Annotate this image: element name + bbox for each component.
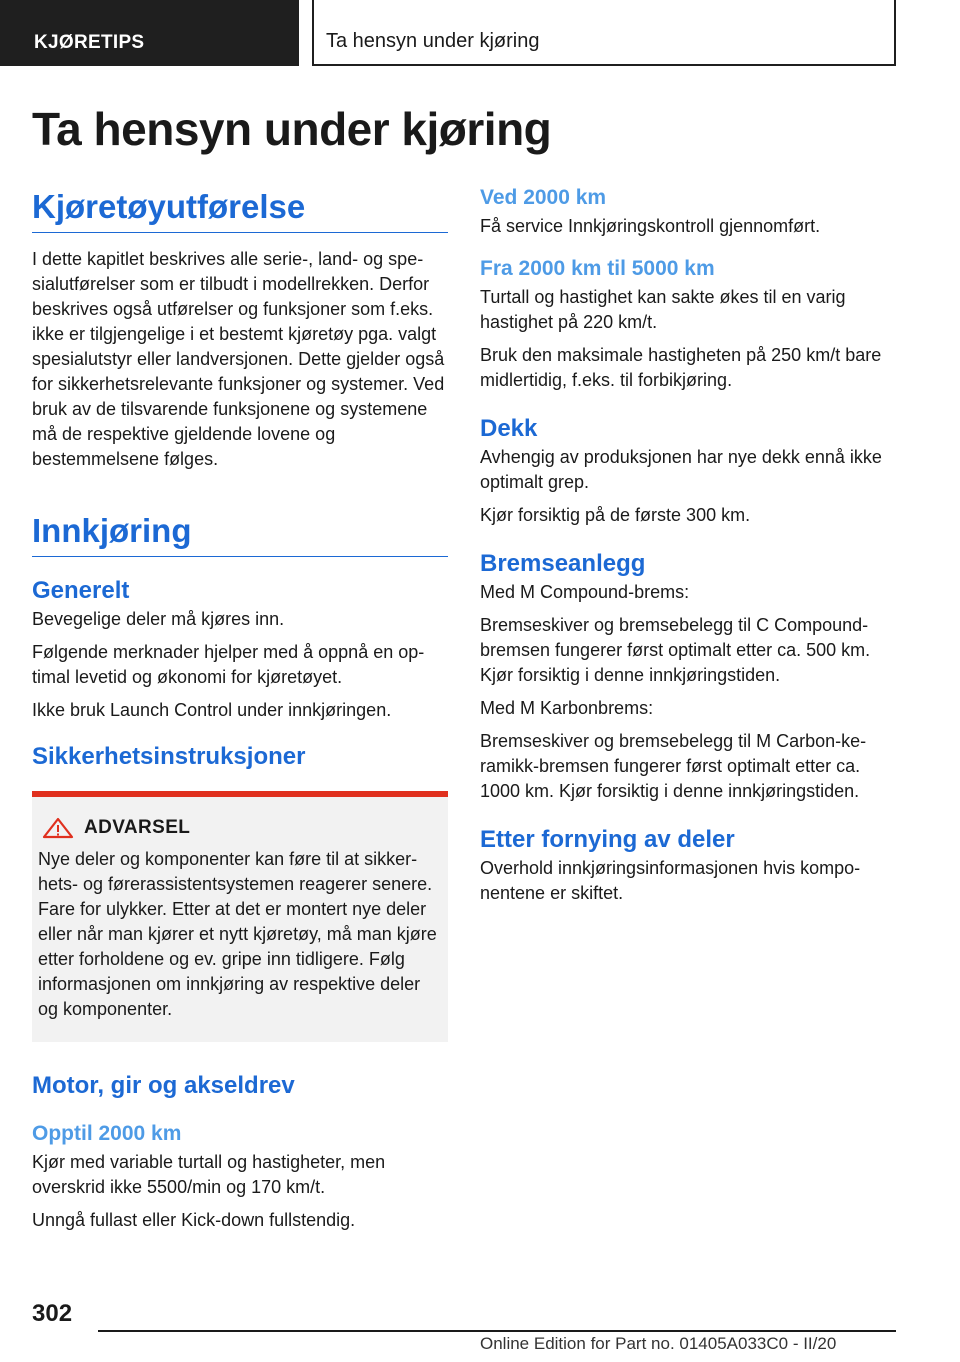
vehicle-heading: Kjøretøyutførelse: [32, 188, 448, 233]
warning-text: Nye deler og komponenter kan føre til at sikkerhets- og førerassistentsystemen reagerer senere. Fare for ulykker. Etter at det er montert nye deler eller når man kjører et nytt kjøretøy, må man kjøre etter forholdene og ev. gripe inn tidligere. Følg informasjonen om innkjøring av respektive deler og komponenter.: [38, 849, 437, 1019]
brakes-heading: Bremseanlegg: [480, 550, 646, 577]
vehicle-text: I dette kapitlet beskrives alle serie-, land- og spesialutførelser som er tilbudt i modellrekken. Derfor beskrives også utførelser og funksjoner som f.eks. ikke er tilgjengelige i et bestemt kjøretøy pga. valgt spesialutstyr eller landversjonen. Dette gjelder også for sikkerhetsrelevante funksjoner og systemer. Ved bruk av de tilsvarende funksjonene og systemene må de respektive gjeldende lovene og bestemmelsene følges.: [32, 249, 445, 469]
upto2000-p1: Kjør med variable turtall og hastigheter, men overskrid ikke 5500/min og 170 km/t.: [32, 1152, 386, 1197]
from2000-heading: Fra 2000 km til 5000 km: [480, 257, 715, 280]
footer-divider: [98, 1330, 896, 1332]
tires-p2: Kjør forsiktig på de første 300 km.: [480, 505, 751, 525]
upto2000-p2: Unngå fullast eller Kick-down fullstendig.: [32, 1210, 356, 1230]
warning-triangle-icon: [42, 817, 74, 839]
engine-heading: Motor, gir og akseldrev: [32, 1072, 295, 1099]
at2000-p1: Få service Innkjøringskontroll gjennomført.: [480, 216, 821, 236]
general-heading: Generelt: [32, 577, 130, 604]
right-column: [480, 186, 896, 914]
chapter-tab: KJØRETIPS: [0, 0, 299, 66]
page-topic-header: Ta hensyn under kjøring: [312, 0, 896, 66]
from2000-p1: Turtall og hastighet kan sakte økes til en varig hastighet på 220 km/t.: [480, 287, 846, 332]
parts-heading: Etter fornying av deler: [480, 826, 735, 853]
general-p2: Følgende merknader hjelper med å oppnå en optimal levetid og økonomi for kjøretøyet.: [32, 642, 425, 687]
general-p3: Ikke bruk Launch Control under innkjøringen.: [32, 700, 392, 720]
warning-box: [32, 791, 448, 1042]
at2000-heading: Ved 2000 km: [480, 186, 607, 209]
warning-header: [38, 817, 438, 839]
warning-label: ADVARSEL: [84, 817, 191, 838]
left-column: [32, 188, 448, 1241]
brakes-p2: Bremseskiver og bremsebelegg til C Compound-bremsen fungerer først optimalt etter ca. 500 km. Kjør forsiktig i denne innkjøringstiden.: [480, 615, 871, 685]
general-p1: Bevegelige deler må kjøres inn.: [32, 609, 285, 629]
brakes-p4: Bremseskiver og bremsebelegg til M Carbon-keramikk-bremsen fungerer først optimalt etter ca. 1000 km. Kjør forsiktig i denne innkjøringstiden.: [480, 731, 867, 801]
page-title: Ta hensyn under kjøring: [32, 103, 552, 155]
brakes-p1: Med M Compound-brems:: [480, 582, 690, 602]
footer-edition: Online Edition for Part no. 01405A033C0 - II/20: [480, 1334, 837, 1353]
brakes-p3: Med M Karbonbrems:: [480, 698, 654, 718]
safety-heading: Sikkerhetsinstruksjoner: [32, 743, 306, 770]
tires-heading: Dekk: [480, 415, 538, 442]
from2000-p2: Bruk den maksimale hastigheten på 250 km/t bare midlertidig, f.eks. til forbikjøring.: [480, 345, 882, 390]
parts-p1: Overhold innkjøringsinformasjonen hvis komponentene er skiftet.: [480, 858, 861, 903]
page-number: 302: [32, 1300, 73, 1327]
tires-p1: Avhengig av produksjonen har nye dekk ennå ikke optimalt grep.: [480, 447, 882, 492]
upto2000-heading: Opptil 2000 km: [32, 1122, 182, 1145]
breakin-heading: Innkjøring: [32, 512, 448, 557]
